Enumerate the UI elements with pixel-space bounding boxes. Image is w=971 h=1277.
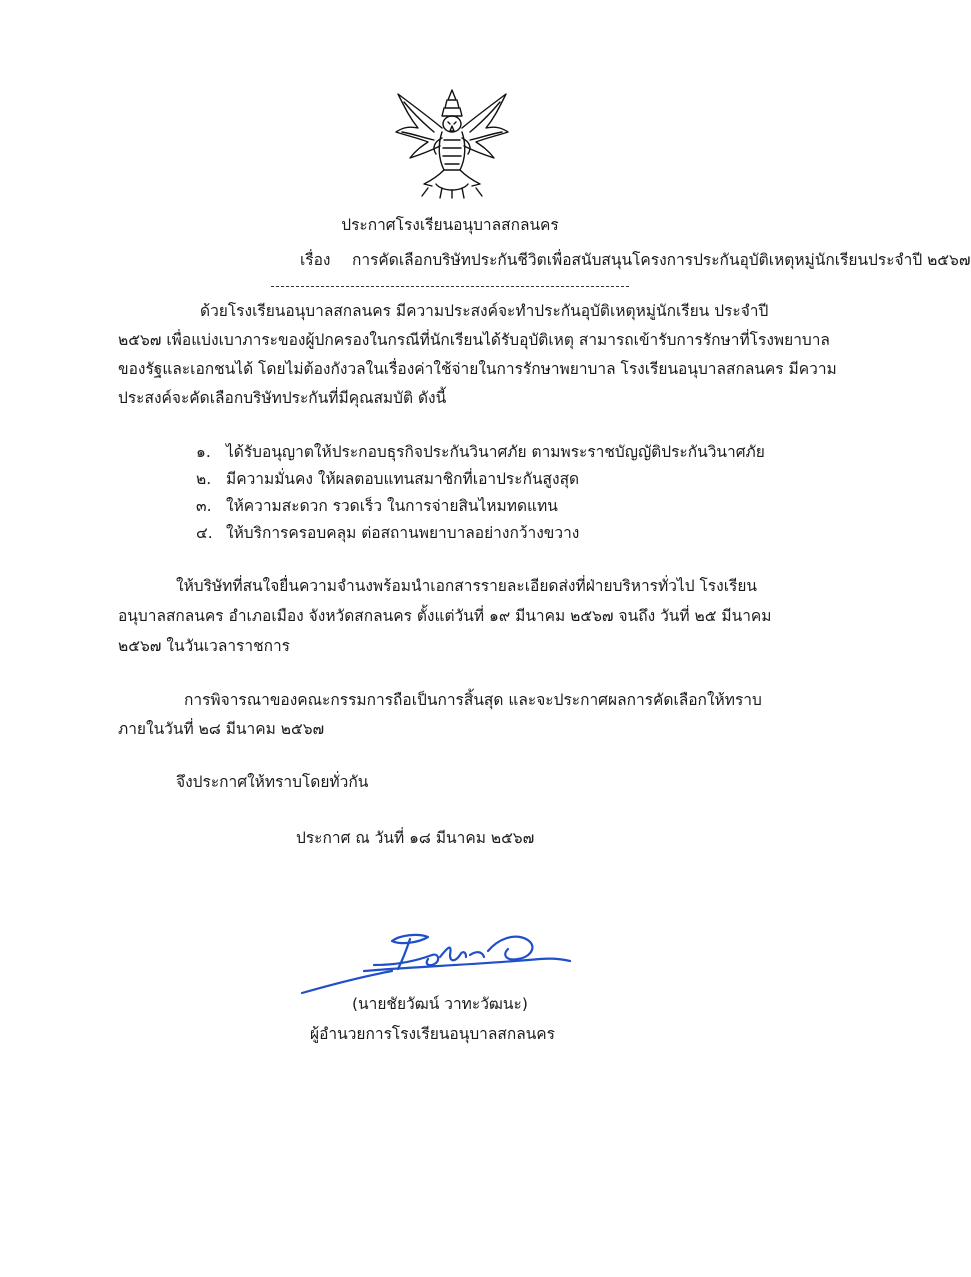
submission-line: ให้บริษัทที่สนใจยื่นความจำนงพร้อมนำเอกสารรายละเอียดส่งที่ฝ่ายบริหารทั่วไป โรงเรียน bbox=[176, 577, 757, 595]
announce-date: ประกาศ ณ วันที่ ๑๘ มีนาคม ๒๕๖๗ bbox=[296, 829, 535, 847]
criteria-number: ๔. bbox=[196, 524, 213, 542]
garuda-emblem-icon bbox=[392, 88, 512, 200]
criteria-item bbox=[196, 523, 579, 543]
criteria-text: มีความมั่นคง ให้ผลตอบแทนสมาชิกที่เอาประกันสูงสุด bbox=[226, 470, 580, 488]
criteria-number: ๑. bbox=[196, 443, 211, 461]
intro-line: ของรัฐและเอกชนได้ โดยไม่ต้องกังวลในเรื่องค่าใช้จ่ายในการรักษาพยาบาล โรงเรียนอนุบาลสกลนคร มีความ bbox=[118, 360, 837, 378]
criteria-text: ให้บริการครอบคลุม ต่อสถานพยาบาลอย่างกว้างขวาง bbox=[226, 524, 580, 542]
criteria-text: ได้รับอนุญาตให้ประกอบธุรกิจประกันวินาศภัย ตามพระราชบัญญัติประกันวินาศภัย bbox=[226, 443, 765, 461]
signatory-position: ผู้อำนวยการโรงเรียนอนุบาลสกลนคร bbox=[310, 1025, 555, 1043]
handwritten-signature bbox=[300, 925, 575, 995]
criteria-number: ๓. bbox=[196, 497, 212, 515]
criteria-item bbox=[196, 442, 765, 462]
intro-line: ๒๕๖๗ เพื่อแบ่งเบาภาระของผู้ปกครองในกรณีที่นักเรียนได้รับอุบัติเหตุ สามารถเข้ารับการรักษาที่โรงพยาบาล bbox=[118, 331, 830, 349]
subject-text: การคัดเลือกบริษัทประกันชีวิตเพื่อสนับสนุนโครงการประกันอุบัติเหตุหมู่นักเรียนประจำปี ๒๕๖๗ bbox=[352, 251, 971, 269]
criteria-number: ๒. bbox=[196, 470, 212, 488]
closing-statement: จึงประกาศให้ทราบโดยทั่วกัน bbox=[176, 773, 369, 791]
submission-line: ๒๕๖๗ ในวันเวลาราชการ bbox=[118, 637, 290, 655]
result-line: การพิจารณาของคณะกรรมการถือเป็นการสิ้นสุด และจะประกาศผลการคัดเลือกให้ทราบ bbox=[184, 691, 762, 709]
criteria-text: ให้ความสะดวก รวดเร็ว ในการจ่ายสินไหมทดแทน bbox=[226, 497, 558, 515]
dashed-divider bbox=[271, 286, 629, 287]
criteria-item bbox=[196, 496, 558, 516]
document-title: ประกาศโรงเรียนอนุบาลสกลนคร bbox=[341, 216, 559, 234]
subject-label: เรื่อง bbox=[300, 251, 331, 269]
intro-line: ประสงค์จะคัดเลือกบริษัทประกันที่มีคุณสมบัติ ดังนี้ bbox=[118, 389, 447, 407]
result-line: ภายในวันที่ ๒๘ มีนาคม ๒๕๖๗ bbox=[118, 720, 325, 738]
signatory-name: (นายชัยวัฒน์ วาทะวัฒนะ) bbox=[352, 995, 528, 1013]
submission-line: อนุบาลสกลนคร อำเภอเมือง จังหวัดสกลนคร ตั้งแต่วันที่ ๑๙ มีนาคม ๒๕๖๗ จนถึง วันที่ ๒๕ มีนาคม bbox=[118, 607, 772, 625]
intro-line: ด้วยโรงเรียนอนุบาลสกลนคร มีความประสงค์จะทำประกันอุบัติเหตุหมู่นักเรียน ประจำปี bbox=[200, 302, 769, 320]
criteria-item bbox=[196, 469, 579, 489]
